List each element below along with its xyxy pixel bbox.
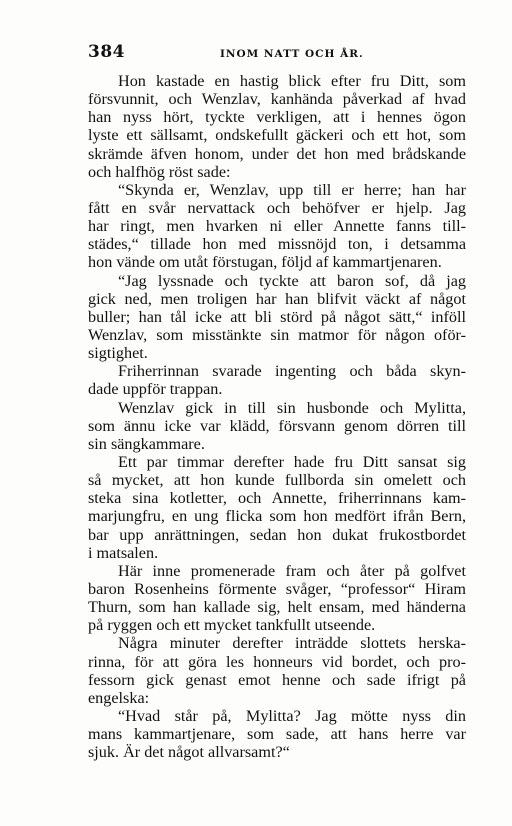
text-line: så mycket, att hon kunde fullborda sin omelett och [88, 471, 466, 490]
text-line: fått en svår nervattack och behöfver er hjelp. Jag [88, 198, 466, 217]
text-line: sin sängkammare. [88, 434, 205, 453]
running-title: INOM NATT OCH ÅR. [220, 48, 364, 60]
body-text [88, 72, 466, 761]
text-line: han nyss hört, tyckte verkligen, att i hennes ögon [88, 108, 466, 127]
text-line: Hon kastade en hastig blick efter fru Ditt, som [118, 72, 466, 90]
text-line: gick ned, men troligen har han blifvit väckt af något [88, 289, 466, 308]
text-line: steka sina kotletter, och Annette, friherrinnans kam- [88, 489, 466, 508]
text-line: rinna, för att göra les honneurs vid bordet, och pro- [88, 652, 466, 671]
text-line: hon vände om utåt förstugan, följd af kammartjenaren. [88, 253, 442, 272]
text-line: Några minuter derefter inträdde slottets herska- [118, 634, 466, 653]
text-line: skrämde äfven honom, under det hon med brådskande [88, 144, 466, 163]
text-line: “Jag lyssnade och tyckte att baron sof, då jag [118, 271, 466, 290]
text-line: som ännu icke var klädd, försvann genom dörren till [88, 416, 466, 435]
text-line: försvunnit, och Wenzlav, kanhända påverkad af hvad [88, 90, 466, 109]
page-number: 384 [88, 42, 125, 62]
text-line: baron Rosenheins förmente svåger, “professor“ Hiram [88, 579, 466, 598]
text-line: “Skynda er, Wenzlav, upp till er herre; han har [118, 180, 466, 199]
text-line: Wenzlav, som misstänkte sin matmor för någon oför- [88, 325, 466, 344]
text-line: mans kammartjenare, som sade, att hans herre var [88, 725, 466, 744]
text-line: bar upp anrättningen, sedan hon dukat frukostbordet [88, 525, 466, 544]
text-line: engelska: [88, 688, 150, 707]
text-line: Här inne promenerade fram och åter på golfvet [118, 561, 466, 580]
text-line: fessorn gick genast emot henne och sade ifrigt på [88, 670, 466, 689]
text-line: buller; han tål icke att bli störd på något sätt,“ inföll [88, 307, 466, 326]
text-line: Friherrinnan svarade ingenting och båda skyn- [118, 362, 466, 381]
text-line: Wenzlav gick in till sin husbonde och Mylitta, [118, 398, 466, 417]
text-line: Thurn, som han kallade sig, helt ensam, med händerna [88, 598, 466, 617]
text-line: har ringt, men hvarken ni eller Annette fanns till- [88, 217, 466, 236]
text-line: och halfhög röst sade: [88, 162, 231, 181]
text-line: sigtighet. [88, 344, 148, 363]
text-line: på ryggen och ett mycket tankfullt utseende. [88, 616, 376, 635]
text-line: sjuk. Är det något allvarsamt?“ [88, 743, 290, 762]
text-line: i matsalen. [88, 543, 159, 562]
text-line: städes,“ tillade hon med missnöjd ton, i detsamma [88, 235, 466, 254]
text-line: lyste ett sällsamt, ondskefullt gäckeri och ett hot, som [88, 126, 466, 145]
text-line: dade uppför trappan. [88, 380, 223, 399]
text-line: “Hvad står på, Mylitta? Jag mötte nyss din [118, 706, 466, 725]
page-header [88, 42, 463, 66]
text-line: Ett par timmar derefter hade fru Ditt sansat sig [118, 452, 466, 471]
text-line: marjungfru, en ung flicka som hon medfört ifrån Bern, [88, 507, 466, 526]
